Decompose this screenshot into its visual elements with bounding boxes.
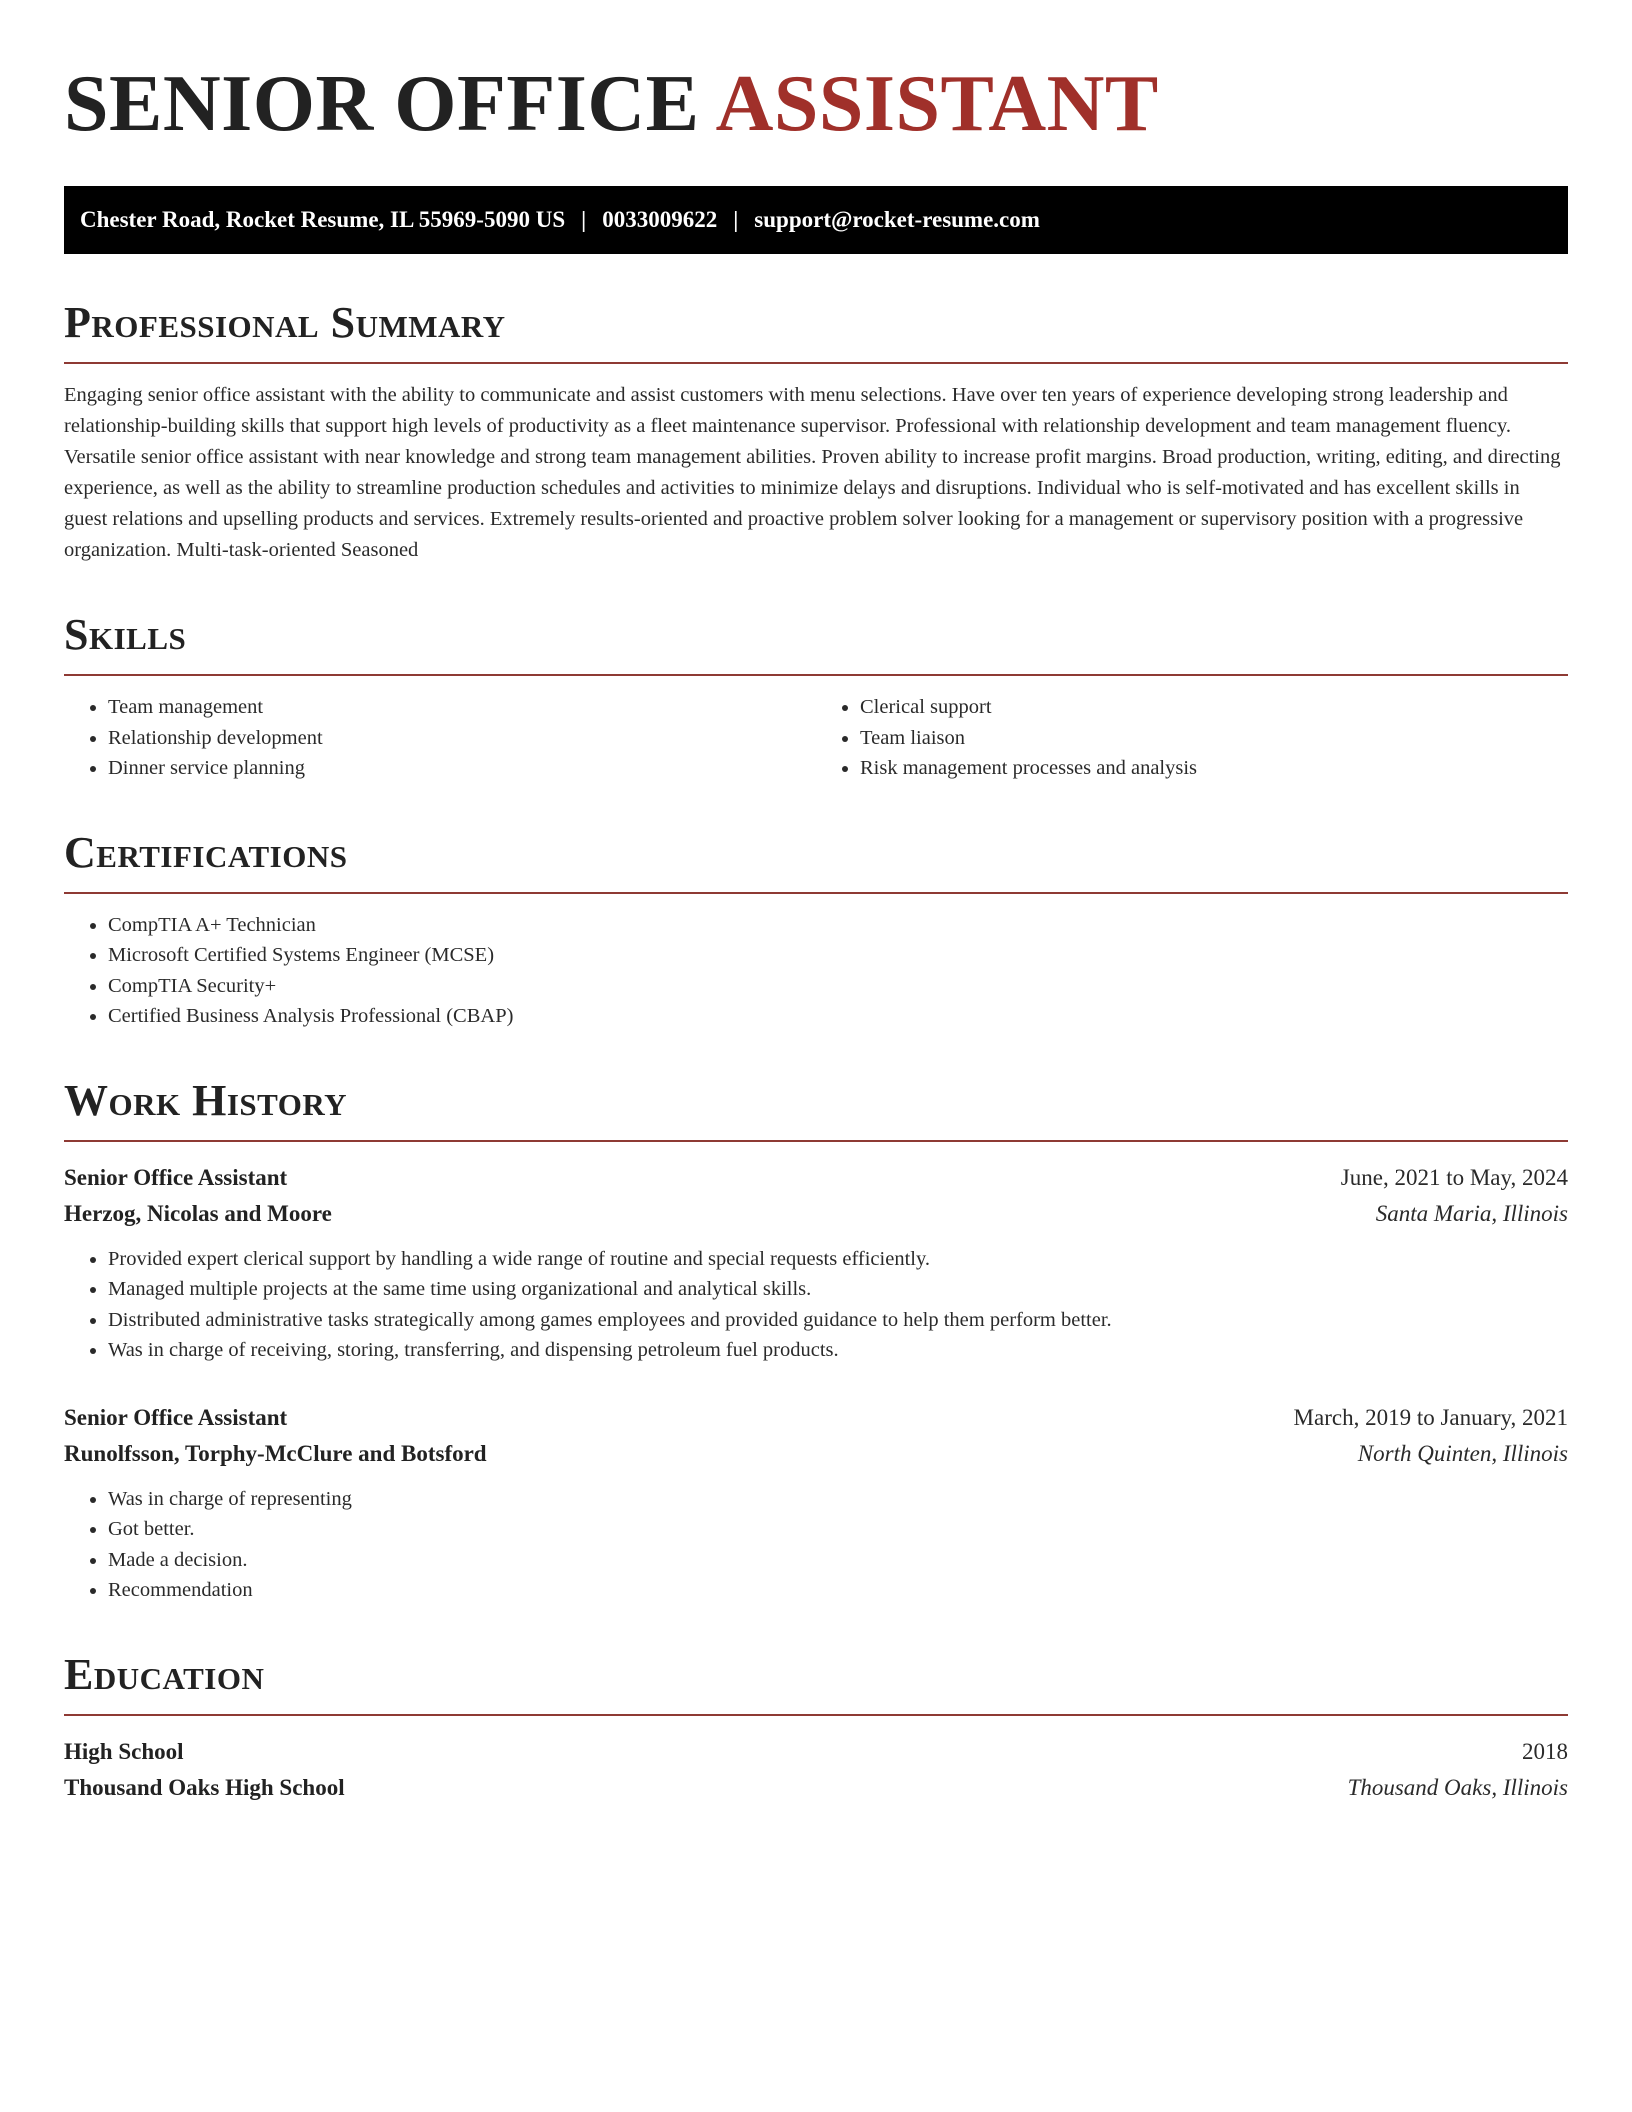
job-entry — [64, 1400, 1568, 1606]
contact-separator: | — [733, 207, 739, 232]
education-entry — [64, 1734, 1568, 1806]
contact-bar — [64, 186, 1568, 254]
job-title-row — [64, 1400, 1568, 1436]
education-year: 2018 — [1522, 1738, 1568, 1764]
resume-title — [64, 56, 1568, 152]
section-work-history — [64, 1076, 1568, 1606]
title-part-1: SENIOR OFFICE — [64, 60, 700, 148]
job-bullet: • Provided expert clerical support by handling a wide range of routine and special requests efficiently. — [108, 1244, 1568, 1275]
job-dates: June, 2021 to May, 2024 — [1340, 1164, 1568, 1190]
contact-phone: 0033009622 — [602, 207, 718, 232]
section-education — [64, 1650, 1568, 1806]
certification-item: • Certified Business Analysis Professional (CBAP) — [108, 1001, 1568, 1032]
section-heading-work: Work History — [64, 1076, 1568, 1142]
skill-item: • Relationship development — [108, 723, 816, 754]
contact-email: support@rocket-resume.com — [754, 207, 1040, 232]
job-bullet: • Was in charge of representing — [108, 1484, 1568, 1515]
job-bullet: • Distributed administrative tasks strategically among games employees and provided guidance to help them perform better. — [108, 1305, 1568, 1336]
job-bullet: • Was in charge of receiving, storing, transferring, and dispensing petroleum fuel products. — [108, 1335, 1568, 1366]
skills-list-left — [64, 692, 816, 784]
job-entry — [64, 1160, 1568, 1366]
certification-item: • Microsoft Certified Systems Engineer (MCSE) — [108, 940, 1568, 971]
contact-separator: | — [581, 207, 587, 232]
section-summary — [64, 298, 1568, 566]
job-title-row — [64, 1160, 1568, 1196]
skill-item: • Team management — [108, 692, 816, 723]
certification-item: • CompTIA A+ Technician — [108, 910, 1568, 941]
section-heading-education: Education — [64, 1650, 1568, 1716]
job-bullets — [64, 1484, 1568, 1606]
job-company-row — [64, 1436, 1568, 1472]
job-bullet: • Made a decision. — [108, 1545, 1568, 1576]
job-company: Herzog, Nicolas and Moore — [64, 1200, 332, 1226]
job-bullet: • Managed multiple projects at the same time using organizational and analytical skills. — [108, 1274, 1568, 1305]
contact-address: Chester Road, Rocket Resume, IL 55969-5090 US — [80, 207, 566, 232]
skill-item: • Risk management processes and analysis — [860, 753, 1568, 784]
skills-list-right — [816, 692, 1568, 784]
job-location: North Quinten, Illinois — [1357, 1440, 1568, 1466]
title-part-2: ASSISTANT — [715, 60, 1159, 148]
certifications-list — [64, 910, 1568, 1032]
section-heading-summary: Professional Summary — [64, 298, 1568, 364]
job-dates: March, 2019 to January, 2021 — [1293, 1404, 1568, 1430]
certification-item: • CompTIA Security+ — [108, 971, 1568, 1002]
job-company: Runolfsson, Torphy-McClure and Botsford — [64, 1440, 487, 1466]
education-location: Thousand Oaks, Illinois — [1347, 1774, 1568, 1800]
education-degree-row — [64, 1734, 1568, 1770]
education-school-row — [64, 1770, 1568, 1806]
job-title: Senior Office Assistant — [64, 1164, 288, 1190]
skills-grid — [64, 676, 1568, 784]
skill-item: • Clerical support — [860, 692, 1568, 723]
job-bullet: • Got better. — [108, 1514, 1568, 1545]
education-school: Thousand Oaks High School — [64, 1774, 345, 1800]
education-degree: High School — [64, 1738, 184, 1764]
skill-item: • Team liaison — [860, 723, 1568, 754]
section-skills — [64, 610, 1568, 784]
job-company-row — [64, 1196, 1568, 1232]
section-heading-certifications: Certifications — [64, 828, 1568, 894]
section-certifications — [64, 828, 1568, 1032]
summary-text: Engaging senior office assistant with the ability to communicate and assist customers with menu selections. Have over ten years of experience developing strong leadership and relationship-building skills that support high levels of productivity as a fleet maintenance supervisor. Professional with relationship development and team management fluency. Versatile senior office assistant with near knowledge and strong team management abilities. Proven ability to increase profit margins. Broad production, writing, editing, and directing experience, as well as the ability to streamline production schedules and activities to minimize delays and disruptions. Individual who is self-motivated and has excellent skills in guest relations and upselling products and services. Extremely results-oriented and proactive problem solver looking for a management or supervisory position with a progressive organization. Multi-task-oriented Seasoned — [64, 384, 1561, 561]
skill-item: • Dinner service planning — [108, 753, 816, 784]
job-bullet: • Recommendation — [108, 1575, 1568, 1606]
job-location: Santa Maria, Illinois — [1375, 1200, 1568, 1226]
job-bullets — [64, 1244, 1568, 1366]
job-title: Senior Office Assistant — [64, 1404, 288, 1430]
section-heading-skills: Skills — [64, 610, 1568, 676]
